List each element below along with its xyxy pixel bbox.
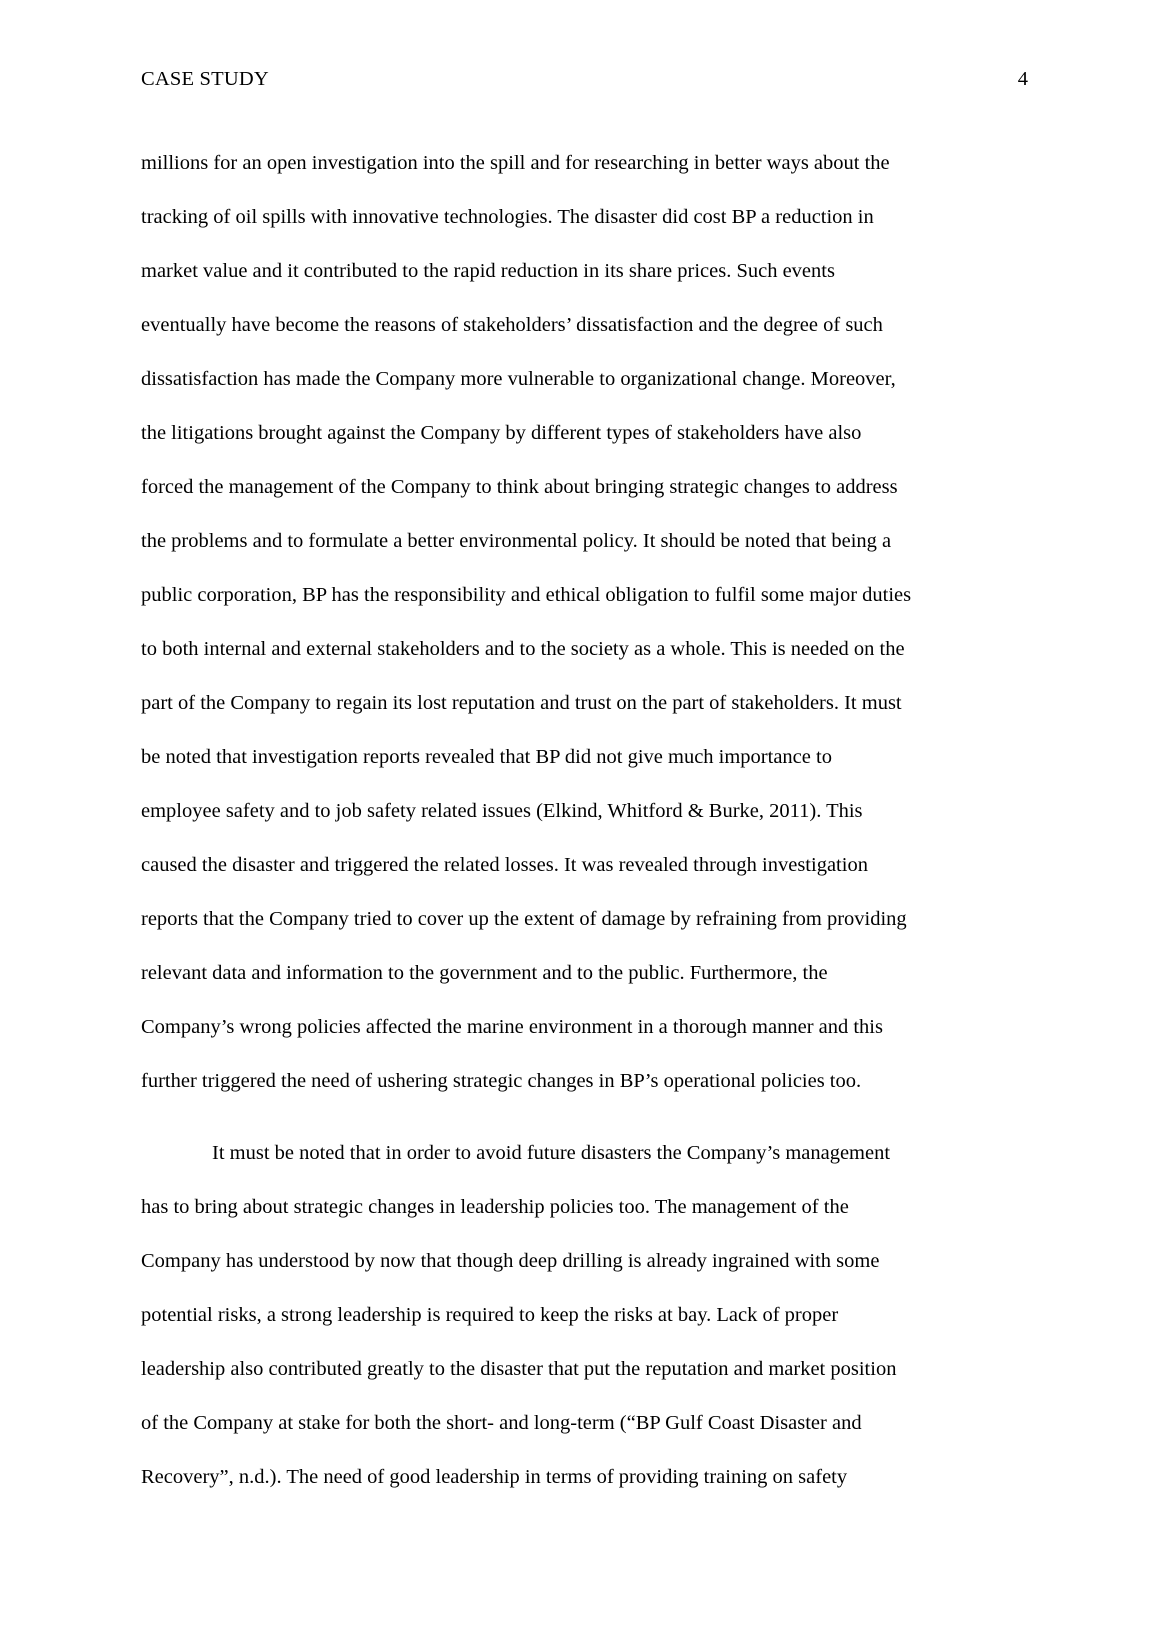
paragraph-1 xyxy=(141,136,1041,1108)
paragraph-line: reports that the Company tried to cover up the extent of damage by refraining from providing xyxy=(141,908,907,930)
paragraph-line: the problems and to formulate a better environmental policy. It should be noted that being a xyxy=(141,530,892,552)
paragraph-line: Company’s wrong policies affected the marine environment in a thorough manner and this xyxy=(141,1016,883,1038)
paragraph-line: employee safety and to job safety related issues (Elkind, Whitford & Burke, 2011). This xyxy=(141,800,863,822)
body-text xyxy=(141,136,1041,1504)
paragraph-line: It must be noted that in order to avoid future disasters the Company’s management xyxy=(212,1142,891,1164)
running-head: CASE STUDY xyxy=(141,68,269,90)
paragraph-line: has to bring about strategic changes in leadership policies too. The management of the xyxy=(141,1196,849,1218)
paragraph-line: part of the Company to regain its lost reputation and trust on the part of stakeholders. It must xyxy=(141,692,902,714)
paragraph-line: market value and it contributed to the rapid reduction in its share prices. Such events xyxy=(141,260,835,282)
paragraph-line: of the Company at stake for both the short- and long-term (“BP Gulf Coast Disaster and xyxy=(141,1412,862,1434)
paragraph-line: millions for an open investigation into the spill and for researching in better ways about the xyxy=(141,152,890,174)
paragraph-line: relevant data and information to the government and to the public. Furthermore, the xyxy=(141,962,828,984)
paragraph-line: forced the management of the Company to think about bringing strategic changes to address xyxy=(141,476,898,498)
paragraph-line: potential risks, a strong leadership is required to keep the risks at bay. Lack of proper xyxy=(141,1304,839,1326)
paragraph-line: further triggered the need of ushering strategic changes in BP’s operational policies too. xyxy=(141,1070,862,1092)
paragraph-line: public corporation, BP has the responsibility and ethical obligation to fulfil some major duties xyxy=(141,584,912,606)
paragraph-line: Recovery”, n.d.). The need of good leadership in terms of providing training on safety xyxy=(141,1466,848,1488)
paragraph-line: be noted that investigation reports revealed that BP did not give much importance to xyxy=(141,746,832,768)
paragraph-2 xyxy=(141,1126,1041,1504)
paragraph-line: to both internal and external stakeholders and to the society as a whole. This is needed on the xyxy=(141,638,905,660)
paragraph-spacer xyxy=(141,1108,1041,1126)
paragraph-line: leadership also contributed greatly to the disaster that put the reputation and market position xyxy=(141,1358,897,1380)
page-number: 4 xyxy=(1017,68,1028,90)
paragraph-line: tracking of oil spills with innovative technologies. The disaster did cost BP a reduction in xyxy=(141,206,874,228)
paragraph-line: dissatisfaction has made the Company more vulnerable to organizational change. Moreover, xyxy=(141,368,896,390)
paragraph-line: the litigations brought against the Company by different types of stakeholders have also xyxy=(141,422,862,444)
paragraph-line: caused the disaster and triggered the related losses. It was revealed through investigation xyxy=(141,854,868,876)
paragraph-line: eventually have become the reasons of stakeholders’ dissatisfaction and the degree of such xyxy=(141,314,883,336)
paragraph-line: Company has understood by now that though deep drilling is already ingrained with some xyxy=(141,1250,880,1272)
